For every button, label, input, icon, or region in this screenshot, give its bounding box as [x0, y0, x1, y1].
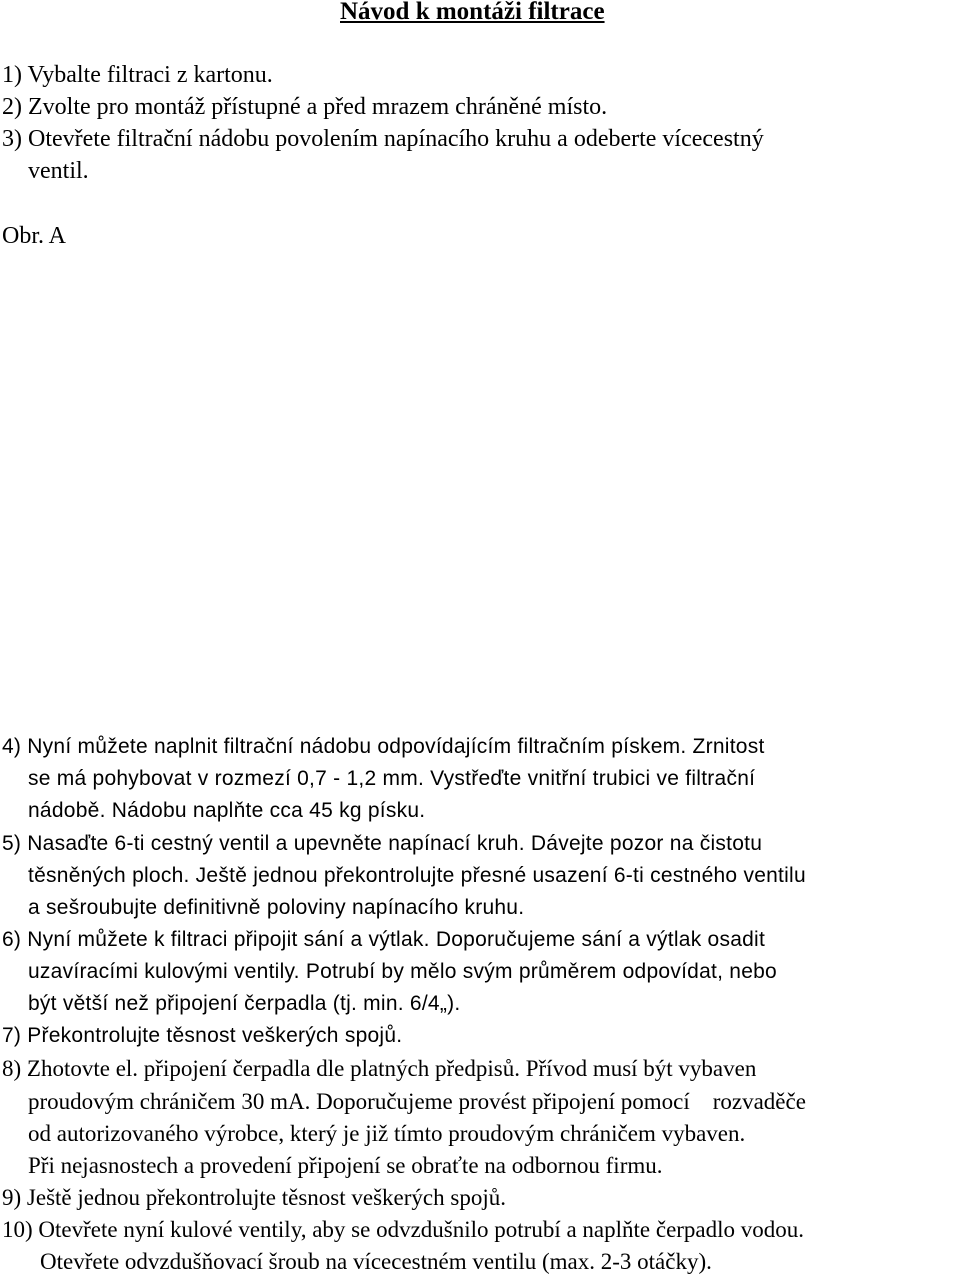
step-10-line-cont: Otevřete odvzdušňovací šroub na vícecestném ventilu (max. 2-3 otáčky).	[40, 1249, 712, 1274]
step-10-line: 10) Otevřete nyní kulové ventily, aby se odvzdušnilo potrubí a naplňte čerpadlo vodou.	[2, 1217, 805, 1242]
step-8-line-cont: od autorizovaného výrobce, který je již tímto proudovým chráničem vybaven.	[28, 1121, 746, 1146]
step-6-line: 6) Nyní můžete k filtraci připojit sání a výtlak. Doporučujeme sání a výtlak osadit	[2, 928, 766, 951]
step-4-line-cont: nádobě. Nádobu naplňte cca 45 kg písku.	[28, 799, 426, 822]
document-title: Návod k montáži filtrace	[340, 0, 605, 25]
step-8-line-cont: proudovým chráničem 30 mA. Doporučujeme provést připojení pomocí rozvaděče	[28, 1089, 806, 1114]
step-6-line-cont: být větší než připojení čerpadla (tj. min. 6/4„).	[28, 992, 461, 1015]
step-5-line-cont: těsněných ploch. Ještě jednou překontrolujte přesné usazení 6-ti cestného ventilu	[28, 864, 806, 887]
step-9-line: 9) Ještě jednou překontrolujte těsnost veškerých spojů.	[2, 1185, 506, 1210]
figure-area	[0, 245, 960, 705]
step-5-line: 5) Nasaďte 6-ti cestný ventil a upevněte napínací kruh. Dávejte pozor na čistotu	[2, 832, 763, 855]
step-3-line: 3) Otevřete filtrační nádobu povolením napínacího kruhu a odeberte vícecestný	[2, 126, 764, 152]
step-4-line-cont: se má pohybovat v rozmezí 0,7 - 1,2 mm. Vystřeďte vnitřní trubici ve filtrační	[28, 767, 756, 790]
step-1-line: 1) Vybalte filtraci z kartonu.	[2, 62, 273, 88]
step-8-line-cont: Při nejasnostech a provedení připojení se obraťte na odbornou firmu.	[28, 1153, 663, 1178]
step-8-line: 8) Zhotovte el. připojení čerpadla dle platných předpisů. Přívod musí být vybaven	[2, 1056, 757, 1081]
figure-label: Obr. A	[2, 223, 67, 249]
step-4-line: 4) Nyní můžete naplnit filtrační nádobu odpovídajícím filtračním pískem. Zrnitost	[2, 735, 765, 758]
step-2-line: 2) Zvolte pro montáž přístupné a před mrazem chráněné místo.	[2, 94, 608, 120]
step-6-line-cont: uzavíracími kulovými ventily. Potrubí by mělo svým průměrem odpovídat, nebo	[28, 960, 777, 983]
step-3-line-cont: ventil.	[28, 158, 89, 184]
step-7-line: 7) Překontrolujte těsnost veškerých spojů.	[2, 1024, 403, 1047]
step-5-line-cont: a sešroubujte definitivně poloviny napínacího kruhu.	[28, 896, 525, 919]
